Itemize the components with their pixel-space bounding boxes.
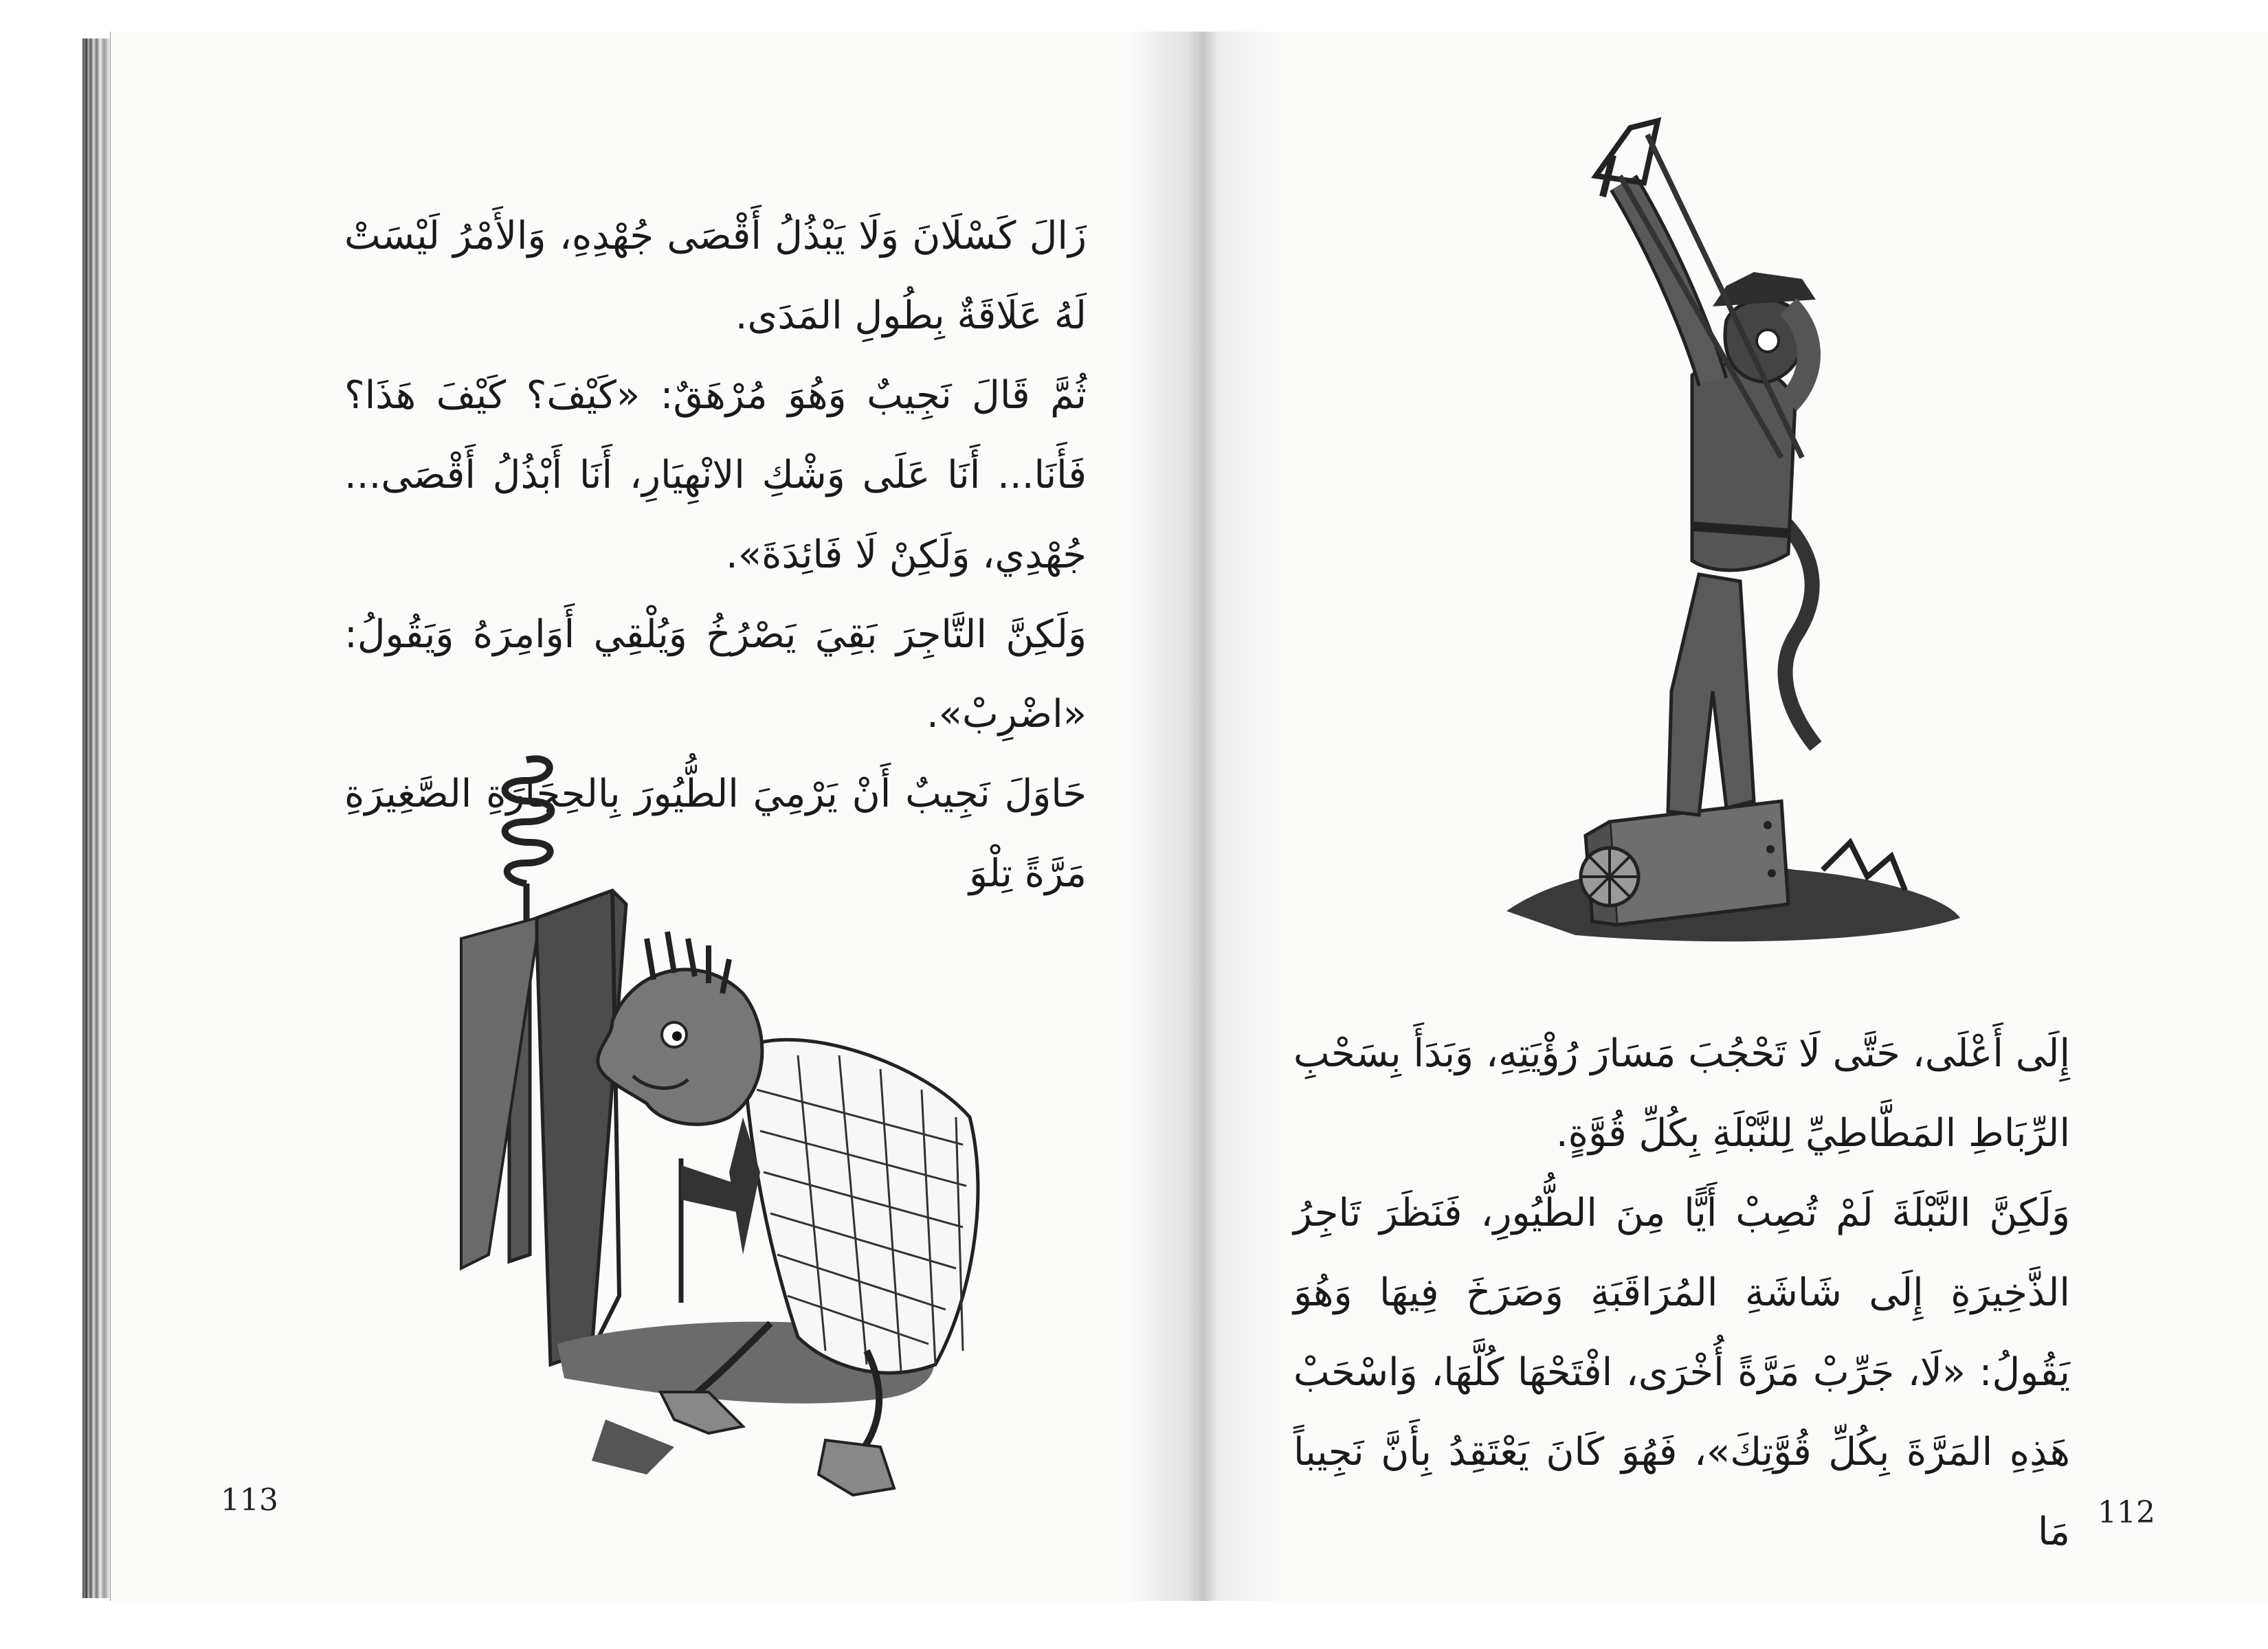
page-edges-left xyxy=(82,38,110,1598)
left-page xyxy=(110,32,1197,1601)
left-paragraph-1: زَالَ كَسْلَانَ وَلَا يَبْذُلُ أَقْصَى جُهْدِهِ، وَالأَمْرُ لَيْسَتْ لَهُ عَلَاقَةٌ بِطُولِ المَدَى. xyxy=(344,214,1087,338)
man-with-slingshot-illustration xyxy=(1493,73,1974,952)
page-number-left: 113 xyxy=(221,1483,278,1518)
left-paragraph-3: وَلَكِنَّ التَّاجِرَ بَقِيَ يَصْرُخُ وَيُلْقِي أَوَامِرَهُ وَيَقُولُ: «اضْرِبْ». xyxy=(344,612,1087,737)
page-number-right: 112 xyxy=(2098,1495,2155,1530)
right-page-text xyxy=(1293,1014,2070,1572)
book-spread xyxy=(82,32,2192,1601)
right-page xyxy=(1204,32,2268,1601)
right-paragraph-1: إِلَى أَعْلَى، حَتَّى لَا تَحْجُبَ مَسَارَ رُؤْيَتِهِ، وَبَدَأَ بِسَحْبِ الرِّبَاطِ المَطَّاطِيِّ لِلنَّبْلَةِ بِكُلِّ قُوَّةٍ. xyxy=(1293,1031,2070,1156)
right-paragraph-2: وَلَكِنَّ النَّبْلَةَ لَمْ تُصِبْ أَيًّا مِنَ الطُّيُورِ، فَنَظَرَ تَاجِرُ الذَّخِيرَةِ إِلَى شَاشَةِ المُرَاقَبَةِ وَصَرَخَ فِيهَا وَهُوَ يَقُولُ: «لَا، جَرِّبْ مَرَّةً أُخْرَى، افْتَحْهَا كُلَّهَا، وَاسْحَبْ هَذِهِ المَرَّةَ بِكُلِّ قُوَّتِكَ»، فَهُوَ كَانَ يَعْتَقِدُ بِأَنَّ نَجِيباً مَا xyxy=(1293,1191,2070,1554)
left-paragraph-4: حَاوَلَ نَجِيبٌ أَنْ يَرْمِيَ الطُّيُورَ بِالحِجَارَةِ الصَّغِيرَةِ مَرَّةً تِلْوَ xyxy=(344,772,1087,896)
left-paragraph-2: ثُمَّ قَالَ نَجِيبٌ وَهُوَ مُرْهَقٌ: «كَيْفَ؟ كَيْفَ هَذَا؟ فَأَنَا... أَنَا عَلَى وَشْكِ الانْهِيَارِ، أَنَا أَبْذُلُ أَقْصَى... جُهْدِي، وَلَكِنْ لَا فَائِدَةَ». xyxy=(344,373,1087,577)
man-at-monitor-illustration xyxy=(386,732,1038,1516)
